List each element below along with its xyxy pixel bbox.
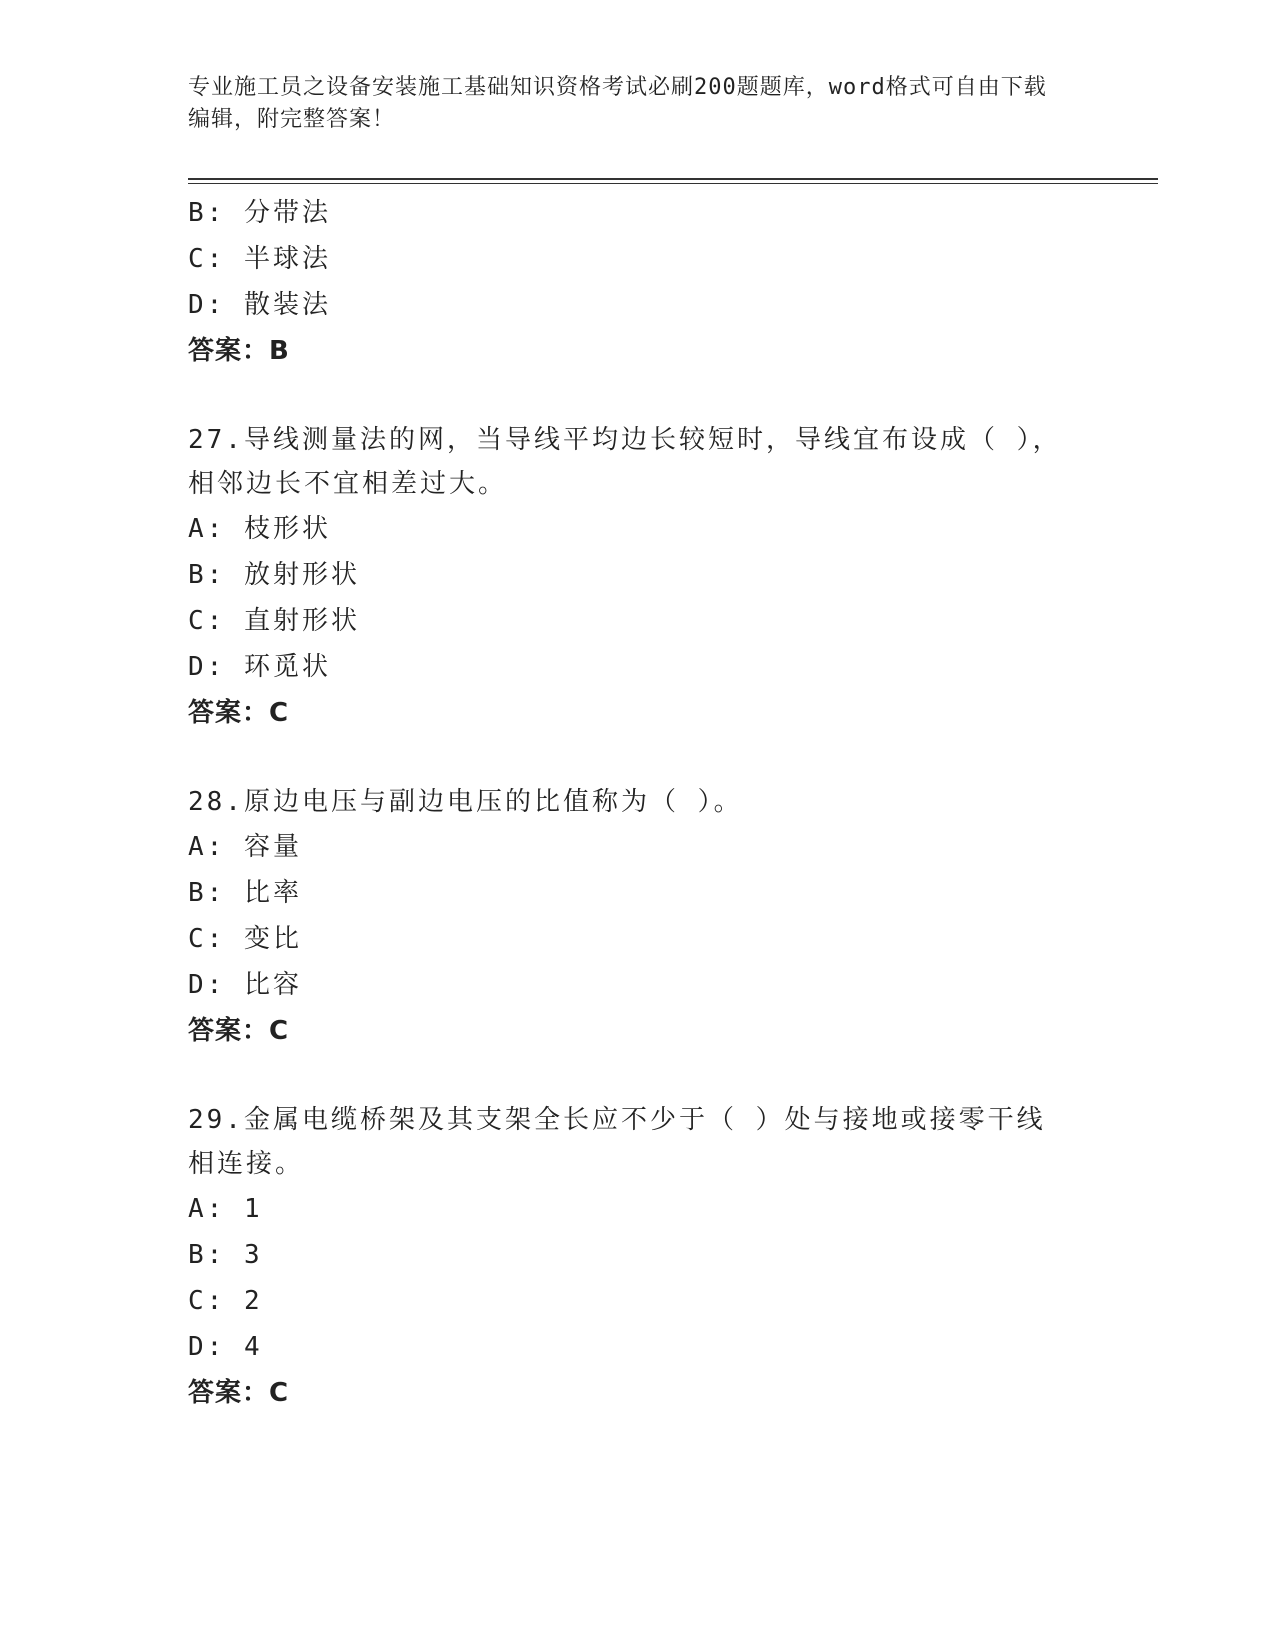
option-c: C: 变比 [188,924,302,954]
option-b: B: 3 [188,1240,263,1270]
question-27 [188,418,1068,736]
option-c: C: 半球法 [188,244,331,274]
option-c: C: 2 [188,1286,263,1316]
option-b: B: 比率 [188,878,302,908]
option-b: B: 分带法 [188,198,331,228]
question-text: 27.导线测量法的网，当导线平均边长较短时，导线宜布设成（ ），相邻边长不宜相差过大。 [188,425,1062,499]
answer: 答案：C [188,1016,290,1046]
option-c: C: 直射形状 [188,606,360,636]
answer: 答案：C [188,1378,290,1408]
question-text: 29.金属电缆桥架及其支架全长应不少于（ ）处与接地或接零干线相连接。 [188,1105,1046,1179]
header-rule-thin [188,183,1158,184]
header-rule-thick [188,178,1158,180]
option-a: A: 1 [188,1194,263,1224]
question-26-tail [188,190,1068,374]
option-d: D: 环觅状 [188,652,331,682]
option-a: A: 容量 [188,832,302,862]
answer: 答案：B [188,336,290,366]
question-29 [188,1098,1068,1416]
option-b: B: 放射形状 [188,560,360,590]
option-d: D: 比容 [188,970,302,1000]
question-list [188,190,1068,1416]
option-d: D: 散装法 [188,290,331,320]
question-28 [188,780,1068,1054]
option-a: A: 枝形状 [188,514,331,544]
answer: 答案：C [188,698,290,728]
page-header: 专业施工员之设备安装施工基础知识资格考试必刷200题题库，word格式可自由下载编辑，附完整答案！ [188,75,1047,132]
question-text: 28.原边电压与副边电压的比值称为（ ）。 [188,787,743,817]
option-d: D: 4 [188,1332,263,1362]
